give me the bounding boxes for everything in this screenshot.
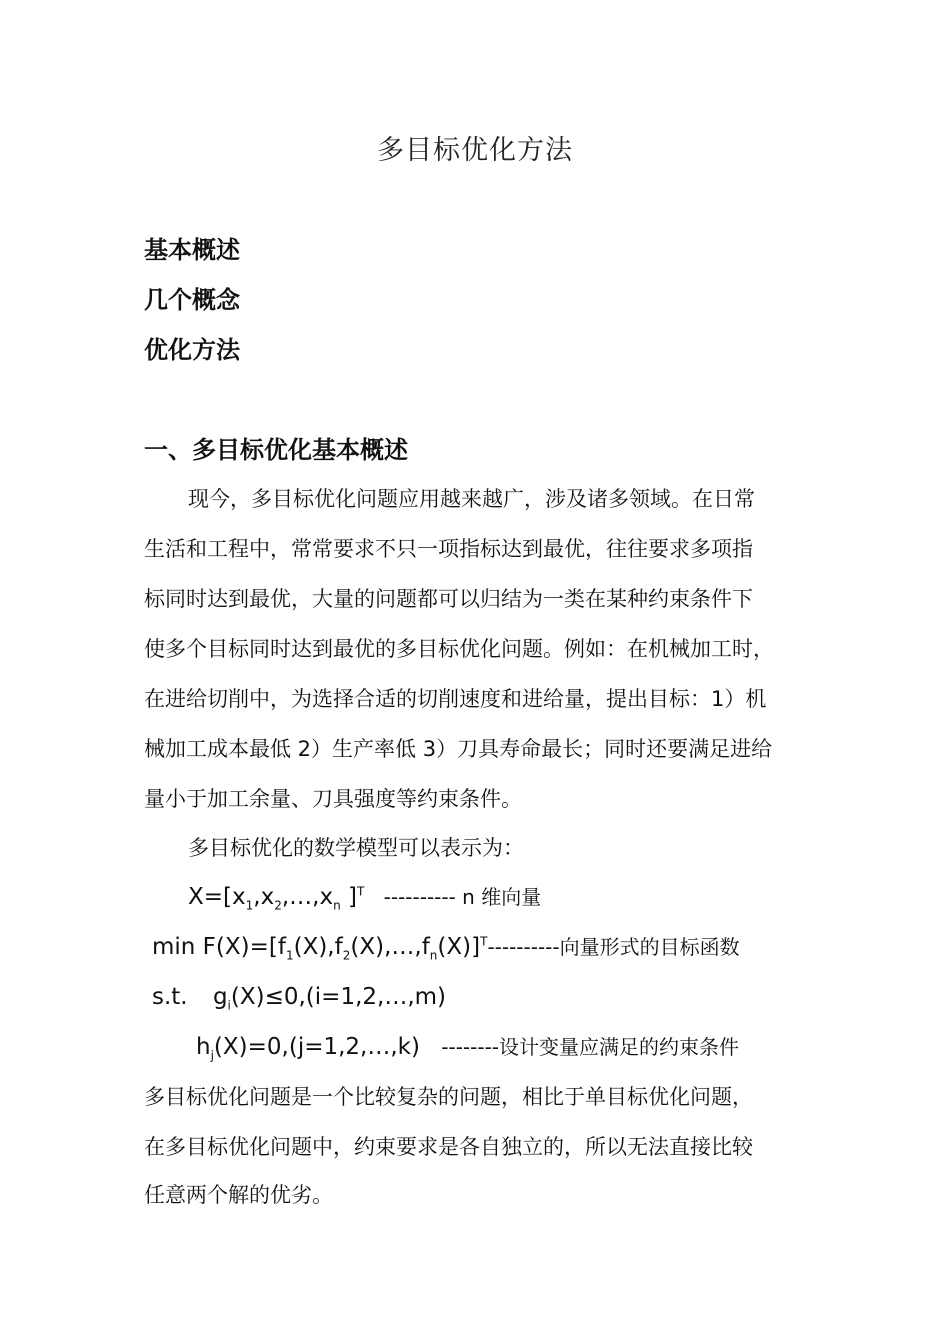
paragraph-line: 标同时达到最优，大量的问题都可以归结为一类在某种约束条件下 [144,587,753,611]
paragraph-line: 使多个目标同时达到最优的多目标优化问题。例如：在机械加工时， [144,637,774,661]
formula-x-vector [188,882,541,912]
paragraph-line: 在多目标优化问题中，约束要求是各自独立的，所以无法直接比较 [144,1135,753,1159]
paragraph-line: 量小于加工余量、刀具强度等约束条件。 [144,787,522,811]
paragraph-line: 生活和工程中，常常要求不只一项指标达到最优，往往要求多项指 [144,537,753,561]
toc-item-overview: 基本概述 [144,236,240,264]
formula-g-expression: $g_i(X)\le 0,(i=1,2,\dots,m)$ [212,984,447,1013]
formula-x-expression: $X=[x_1,x_2,\dots,x_n$ ]$^T$ [188,884,365,913]
model-intro: 多目标优化的数学模型可以表示为： [188,836,524,860]
paragraph-line: 现今，多目标优化问题应用越来越广，涉及诸多领域。在日常 [188,487,755,511]
paragraph-line: 多目标优化问题是一个比较复杂的问题，相比于单目标优化问题， [144,1085,753,1109]
formula-h-note: --------设计变量应满足的约束条件 [441,1035,740,1059]
formula-equality [196,1032,739,1062]
formula-objective [152,932,740,962]
paragraph-line: 在进给切削中，为选择合适的切削速度和进给量，提出目标：1）机 [144,687,767,711]
formula-x-note: ---------- n 维向量 [383,885,542,909]
toc-item-methods: 优化方法 [144,336,240,364]
formula-objective-expression: $\min F(X)=[f_1(X),f_2(X),\dots,f_n(X)]^T$ [152,934,488,963]
table-of-contents [144,232,544,382]
section-heading: 一、多目标优化基本概述 [144,436,408,464]
formula-h-expression: $h_j(X)=0,(j=1,2,\dots,k)$ [196,1034,420,1063]
st-label: s.t. [152,984,188,1010]
formula-inequality [152,982,446,1012]
paragraph-line: 械加工成本最低 2）生产率低 3）刀具寿命最长；同时还要满足进给 [144,737,773,761]
toc-item-concepts: 几个概念 [144,286,240,314]
formula-objective-note: ----------向量形式的目标函数 [487,935,740,959]
document-title: 多目标优化方法 [377,135,573,166]
paragraph-line: 任意两个解的优劣。 [144,1183,333,1207]
